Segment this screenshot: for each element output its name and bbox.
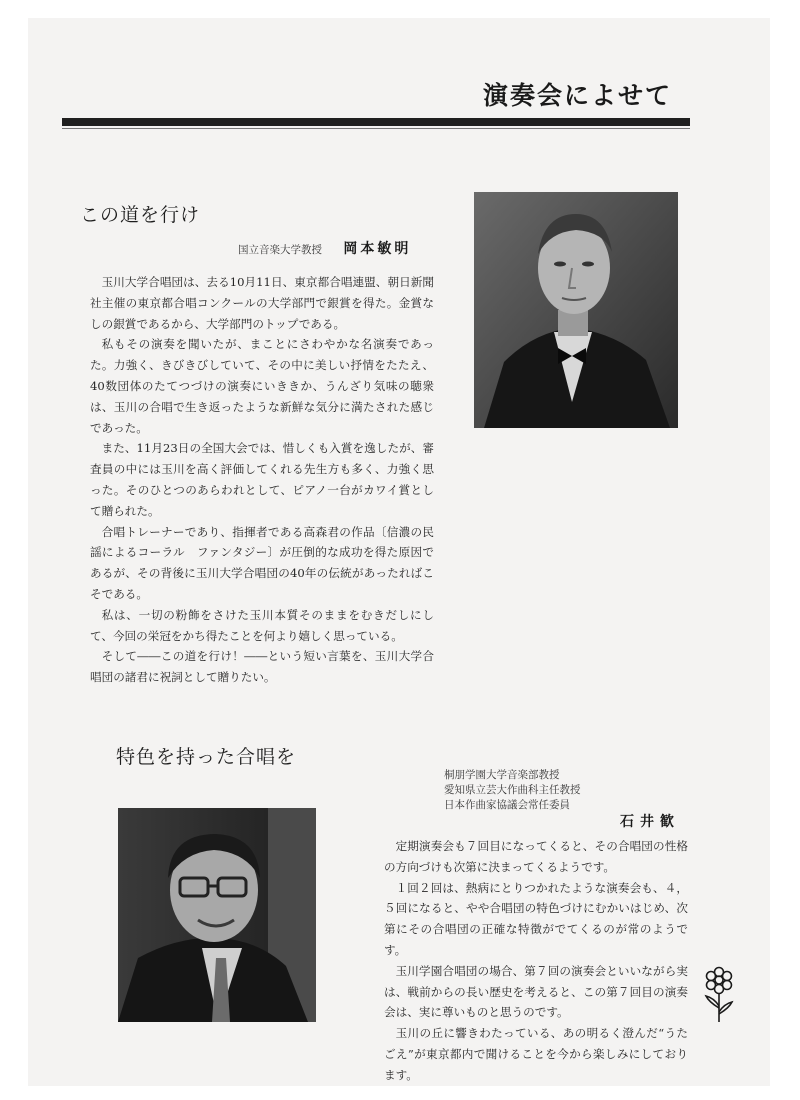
article1-body (90, 272, 434, 688)
article2-paragraph: 定期演奏会も７回目になってくると、その合唱団の性格の方向づけも次第に決まってくるようです。 (384, 839, 688, 874)
article1-title: この道を行け (80, 204, 201, 226)
flower-icon (700, 966, 738, 1024)
article2-body (384, 836, 688, 1086)
article2-paragraph: １回２回は、熱病にとりつかれたような演奏会も、４，５回になると、やや合唱団の特色づけにむかいはじめ、次第にその合唱団の正確な特徴がでてくるのが常のようです。 (384, 880, 688, 957)
article1-affiliation: 国立音楽大学教授 (238, 244, 322, 256)
article1-paragraph: また、11月23日の全国大会では、惜しくも入賞を逸したが、審査員の中には玉川を高く評価してくれる先生方も多く、力強く思った。そのひとつのあらわれとして、ピアノ一台がカワイ賞として贈られた。 (90, 441, 434, 518)
article2-photo (118, 808, 316, 1022)
article1-photo (474, 192, 678, 428)
article1-author-name: 岡本敏明 (343, 241, 412, 257)
article1-paragraph: 私は、一切の粉飾をさけた玉川本質そのままをむきだしにして、今回の栄冠をかち得たことを何より嬉しく思っている。 (90, 607, 434, 643)
header-rule-thin (62, 128, 690, 129)
article2-title: 特色を持った合唱を (116, 746, 297, 768)
article2-author-name: 石井歓 (620, 814, 680, 830)
article1-paragraph: そして――この道を行け！――という短い言葉を、玉川大学合唱団の諸君に祝詞として贈りたい。 (90, 649, 434, 685)
portrait-photo-icon (474, 192, 678, 428)
page-title: 演奏会によせて (482, 81, 672, 110)
article1-paragraph: 玉川大学合唱団は、去る10月11日、東京都合唱連盟、朝日新聞社主催の東京都合唱コンクールの大学部門で銀賞を得た。金賞なしの銀賞であるから、大学部門のトップである。 (90, 275, 434, 331)
header-rule (62, 118, 690, 126)
article1-paragraph: 私もその演奏を聞いたが、まことにさわやかな名演奏であった。力強く、きびきびしていて、その中に美しい抒情をたたえ、40数団体のたてつづけの演奏にいききか、うんざり気味の聴衆は、玉川の合唱で生き返ったような新鮮な気分に満たされた感じであった。 (90, 337, 434, 435)
article2-affiliation: 桐朋学園大学音楽部教授 (444, 769, 560, 781)
article2-affiliation: 愛知県立芸大作曲科主任教授 (444, 784, 581, 796)
portrait-photo-icon (118, 808, 316, 1022)
article2-paragraph: 玉川の丘に響きわたっている、あの明るく澄んだ“うたごえ”が東京都内で聞けることを今から楽しみにしております。 (384, 1026, 688, 1082)
article1-paragraph: 合唱トレーナーであり、指揮者である高森君の作品〔信濃の民謡によるコーラル ファンタジー〕が圧倒的な成功を得た原因であるが、その背後に玉川大学合唱団の40年の伝統があったればこそである。 (90, 524, 434, 601)
article2-paragraph: 玉川学園合唱団の場合、第７回の演奏会といいながら実は、戦前からの長い歴史を考えると、この第７回目の演奏会は、実に尊いものと思うのです。 (384, 963, 688, 1020)
article2-byline (444, 768, 682, 828)
article1-byline (238, 238, 411, 258)
article2-affiliation: 日本作曲家協議会常任委員 (444, 799, 570, 811)
